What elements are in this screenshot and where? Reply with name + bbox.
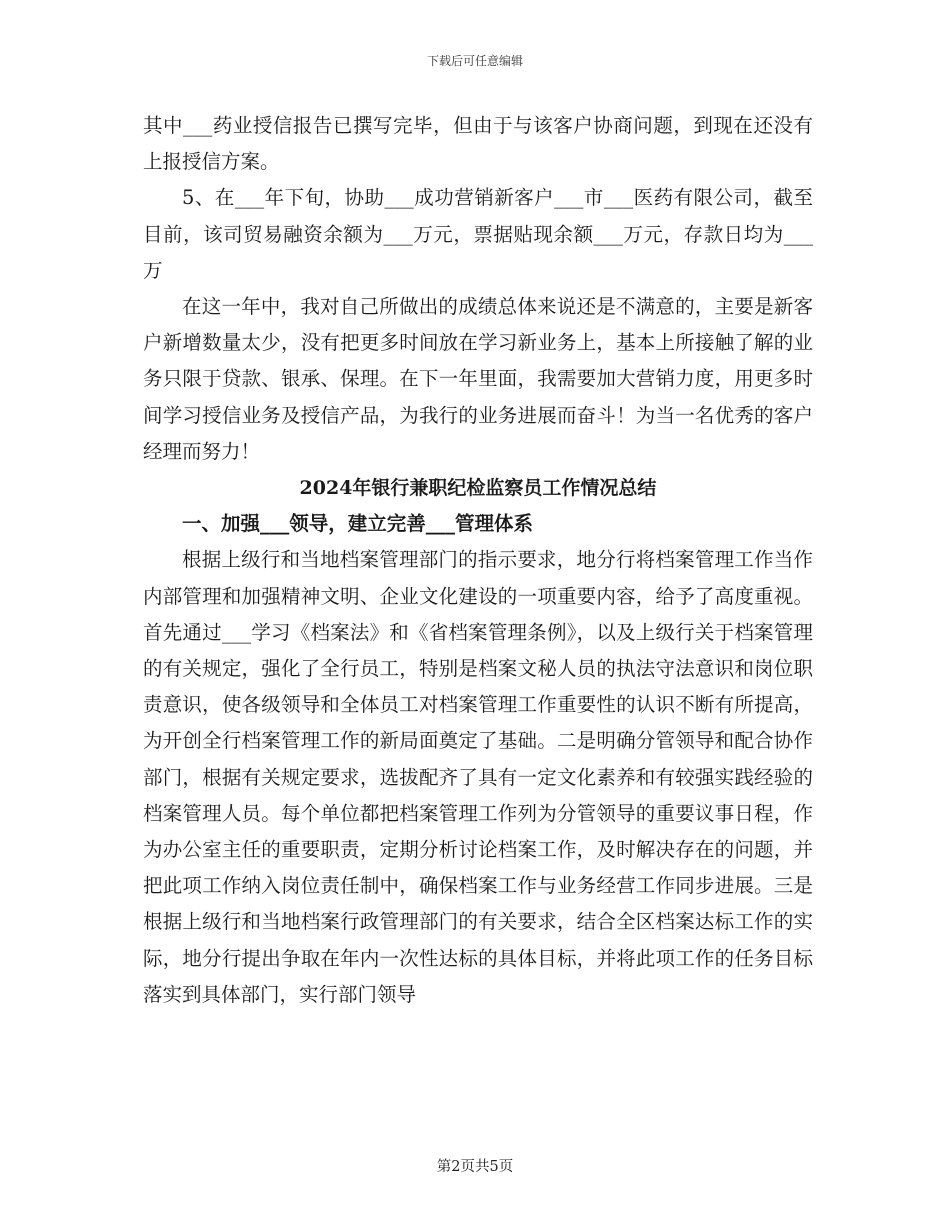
document-title: 2024年银行兼职纪检监察员工作情况总结 [299,477,657,500]
document-body [143,108,813,1013]
page-number: 第2页共5页 [436,1159,514,1175]
paragraph-continuation: 其中___药业授信报告已撰写完毕，但由于与该客户协商问题，到现在还没有上报授信方案。 [143,114,813,174]
paragraph-item-5: 5、在___年下旬，协助___成功营销新客户___市___医药有限公司，截至目前，该司贸易融资余额为___万元，票据贴现余额___万元，存款日均为___万 [143,186,813,282]
section-heading: 一、加强___领导，建立完善___管理体系 [182,512,534,536]
paragraph-body: 根据上级行和当地档案管理部门的指示要求，地分行将档案管理工作当作内部管理和加强精神文明、企业文化建设的一项重要内容，给予了高度重视。首先通过___学习《档案法》和《省档案管理条例》，以及上级行关于档案管理的有关规定，强化了全行员工，特别是档案文秘人员的执法守法意识和岗位职责意识，使各级领导和全体员工对档案管理工作重要性的认识不断有所提高，为开创全行档案管理工作的新局面奠定了基础。二是明确分管领导和配合协作部门，根据有关规定要求，选拔配齐了具有一定文化素养和有较强实践经验的档案管理人员。每个单位都把档案管理工作列为分管领导的重要议事日程，作为办公室主任的重要职责，定期分析讨论档案工作，及时解决存在的问题，并把此项工作纳入岗位责任制中，确保档案工作与业务经营工作同步进展。三是根据上级行和当地档案行政管理部门的有关要求，结合全区档案达标工作的实际，地分行提出争取在年内一次性达标的具体目标，并将此项工作的任务目标落实到具体部门，实行部门领导 [143,548,813,1006]
paragraph-self-assessment: 在这一年中，我对自己所做出的成绩总体来说还是不满意的，主要是新客户新增数量太少，没有把更多时间放在学习新业务上，基本上所接触了解的业务只限于贷款、银承、保理。在下一年里面，我需要加大营销力度，用更多时间学习授信业务及授信产品，为我行的业务进展而奋斗！为当一名优秀的客户经理而努力！ [143,295,813,463]
page-header-note: 下载后可任意编辑 [426,54,523,68]
